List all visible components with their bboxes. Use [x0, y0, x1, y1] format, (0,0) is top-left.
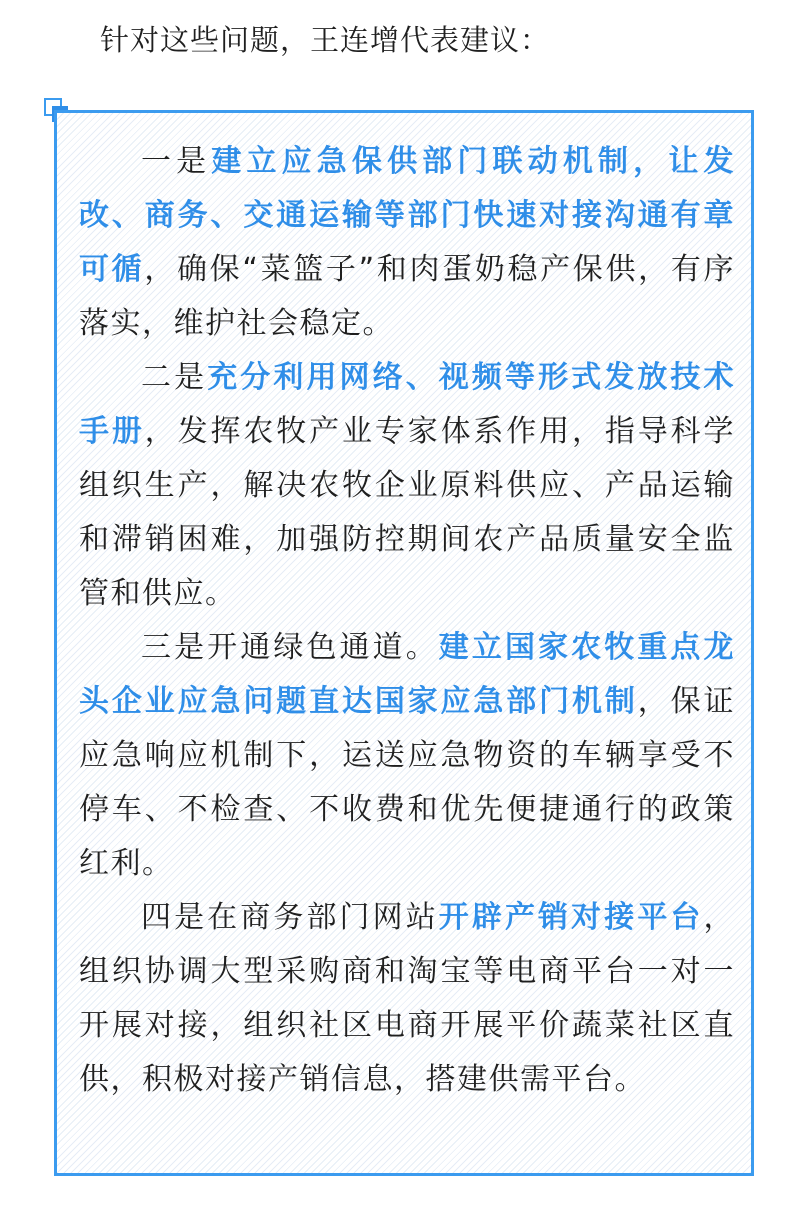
suggestion-1-highlight: 建立应急保供部门联动机制，让发改、商务、交通运输等部门快速对接沟通有章可循: [79, 144, 735, 287]
suggestions-box: [54, 110, 754, 1176]
suggestion-paragraph-4: [79, 891, 735, 1107]
suggestion-paragraph-2: [79, 351, 735, 621]
suggestion-4-highlight: 开辟产销对接平台: [438, 900, 704, 935]
suggestion-2-text: ，发挥农牧产业专家体系作用，指导科学组织生产，解决农牧企业原料供应、产品运输和滞销困难，加强防控期间农产品质量安全监管和供应。: [79, 414, 736, 611]
suggestion-2-lead: 二是: [141, 360, 208, 395]
suggestions-content: [79, 135, 735, 1107]
suggestion-1-lead: 一是: [141, 144, 212, 179]
suggestion-3-text: ，保证应急响应机制下，运送应急物资的车辆享受不停车、不检查、不收费和优先便捷通行的政策红利。: [79, 684, 736, 881]
suggestion-4-text: ，组织协调大型采购商和淘宝等电商平台一对一开展对接，组织社区电商开展平价蔬菜社区直供，积极对接产销信息，搭建供需平台。: [79, 900, 736, 1097]
suggestion-3-highlight: 建立国家农牧重点龙头企业应急问题直达国家应急部门机制: [79, 630, 736, 719]
suggestion-paragraph-1: [79, 135, 735, 351]
intro-text: 针对这些问题，王连增代表建议：: [100, 23, 551, 57]
suggestion-2-highlight: 充分利用网络、视频等形式发放技术手册: [79, 360, 736, 449]
suggestion-3-lead: 三是开通绿色通道。: [141, 630, 439, 665]
suggestion-1-text: ，确保“菜篮子”和肉蛋奶稳产保供，有序落实，维护社会稳定。: [79, 252, 735, 341]
suggestion-4-lead: 四是在商务部门网站: [141, 900, 439, 935]
suggestion-paragraph-3: [79, 621, 735, 891]
